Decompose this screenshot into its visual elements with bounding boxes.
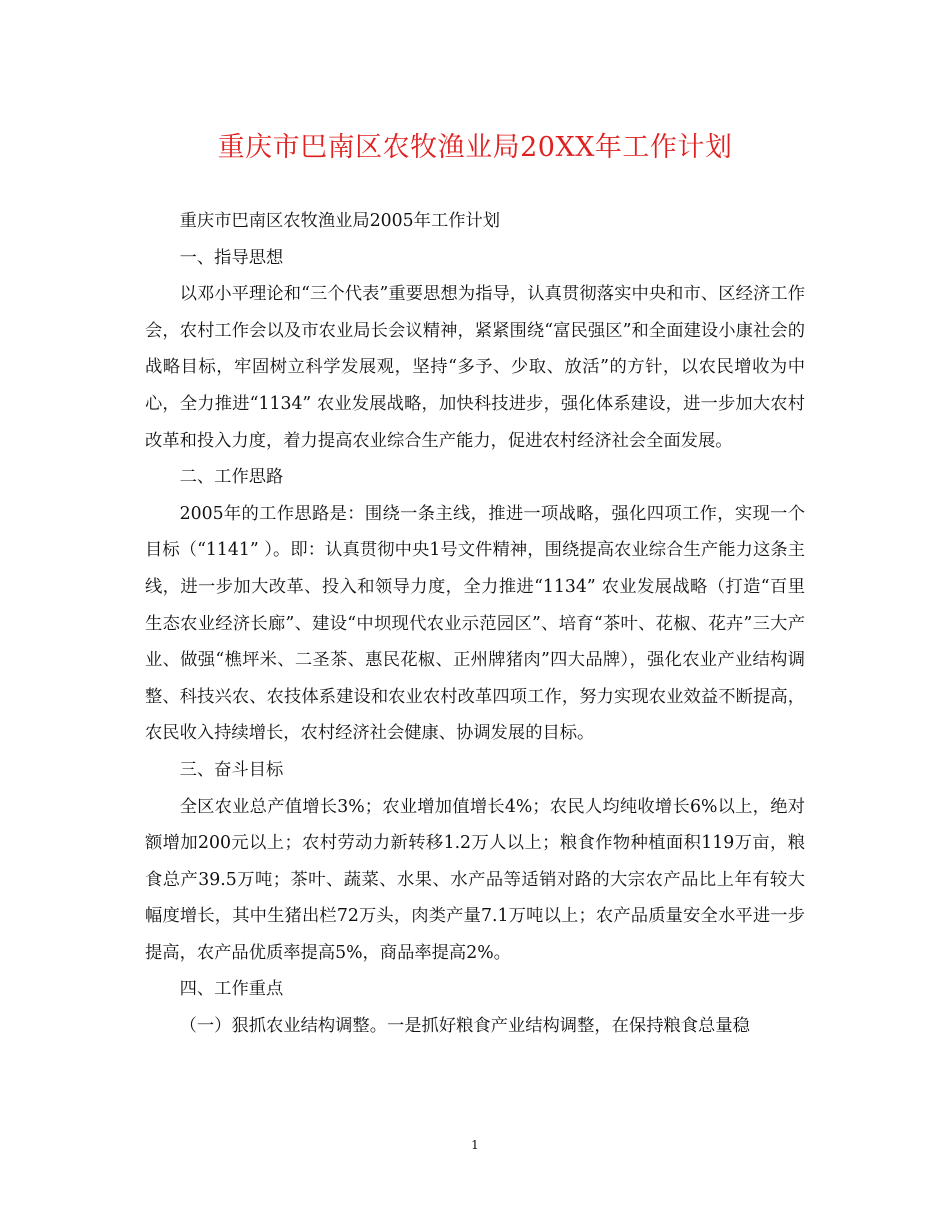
section-heading-key-work: 四、工作重点: [179, 979, 284, 1000]
document-body: [145, 203, 805, 1045]
paragraph-guiding-ideology: 以邓小平理论和“三个代表”重要思想为指导，认真贯彻落实中央和市、区经济工作会，农村工作会以及市农业局长会议精神，紧紧围绕“富民强区”和全面建设小康社会的战略目标，牢固树立科学发展观，坚持“多予、少取、放活”的方针，以农民增收为中心，全力推进“1134” 农业发展战略，加快科技进步，强化体系建设，进一步加大农村改革和投入力度，着力提高农业综合生产能力，促进农村经济社会全面发展。: [145, 284, 805, 451]
document-title: 重庆市巴南区农牧渔业局20XX年工作计划: [217, 132, 733, 163]
paragraph-key-work: （一）狠抓农业结构调整。一是抓好粮食产业结构调整，在保持粮食总量稳: [179, 1016, 750, 1037]
paragraph-subtitle: 重庆市巴南区农牧渔业局2005年工作计划: [179, 211, 501, 231]
section-heading-work-approach: 二、工作思路: [179, 467, 284, 488]
paragraph-goals: 全区农业总产值增长3%；农业增加值增长4%；农民人均纯收增长6%以上，绝对额增加200元以上；农村劳动力新转移1.2万人以上；粮食作物种植面积119万亩，粮食总产39.5万吨；茶叶、蔬菜、水果、水产品等适销对路的大宗农产品比上年有较大幅度增长，其中生猪出栏72万头，肉类产量7.1万吨以上；农产品质量安全水平进一步提高，农产品优质率提高5%，商品率提高2%。: [145, 796, 805, 963]
section-heading-guiding-ideology: 一、指导思想: [179, 247, 284, 268]
paragraph-work-approach: 2005年的工作思路是：围绕一条主线，推进一项战略，强化四项工作，实现一个目标（“1141” ）。即：认真贯彻中央1号文件精神，围绕提高农业综合生产能力这条主线，进一步加大改革、投入和领导力度，全力推进“1134” 农业发展战略（打造“百里生态农业经济长廊”、建设“中坝现代农业示范园区”、培育“茶叶、花椒、花卉”三大产业、做强“樵坪米、二圣茶、惠民花椒、正州牌猪肉”四大品牌），强化农业产业结构调整、科技兴农、农技体系建设和农业农村改革四项工作，努力实现农业效益不断提高，农民收入持续增长，农村经济社会健康、协调发展的目标。: [145, 503, 805, 744]
page-number: 1: [471, 1138, 479, 1152]
section-heading-goals: 三、奋斗目标: [179, 759, 284, 780]
